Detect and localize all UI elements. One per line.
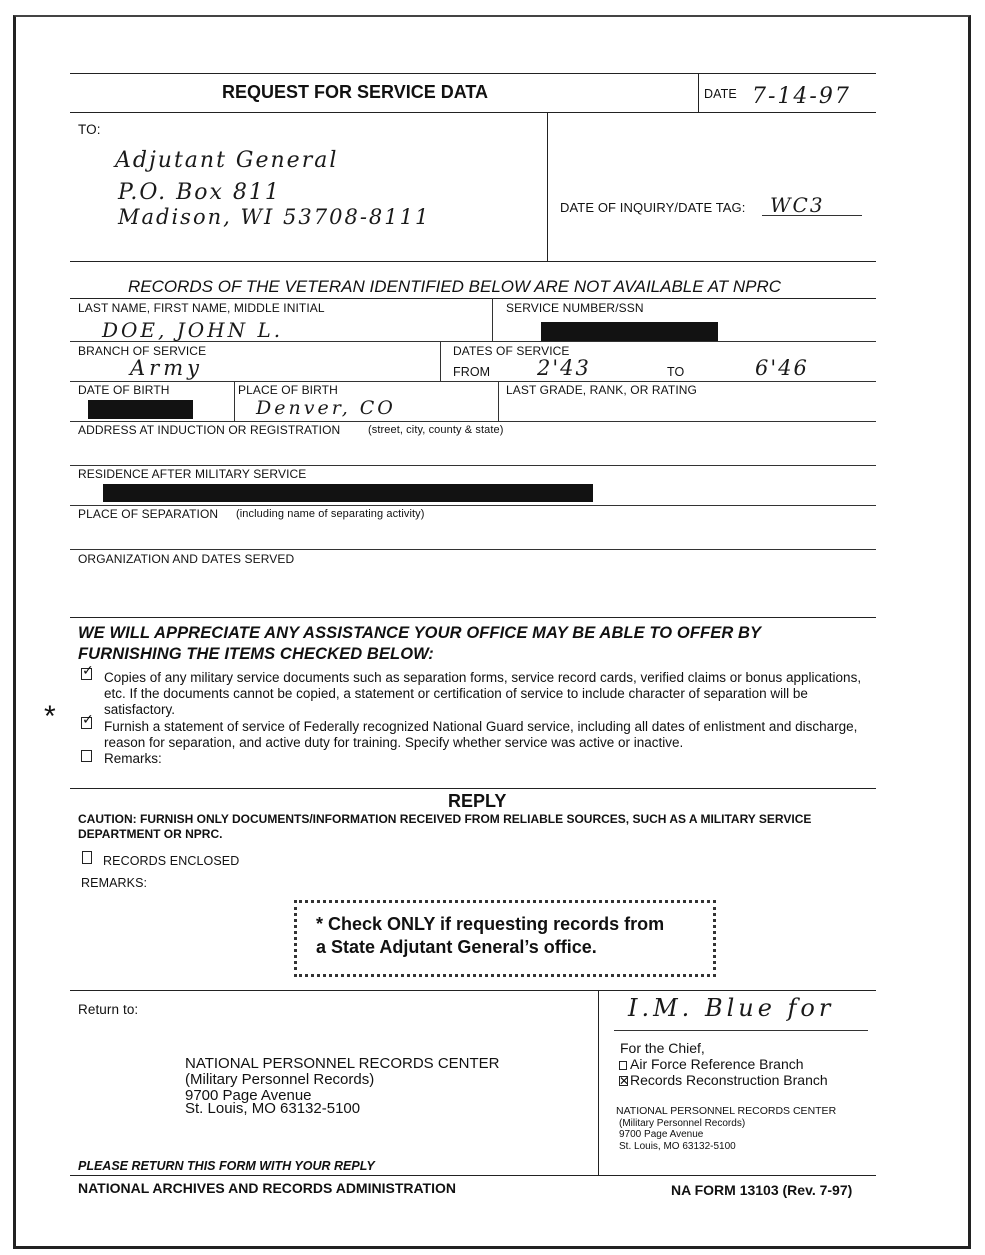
return-address-line-2: (Military Personnel Records) <box>185 1071 375 1088</box>
reply-title: REPLY <box>448 791 507 811</box>
item-2-checkbox[interactable] <box>81 712 94 729</box>
date-label: DATE <box>704 87 737 101</box>
signature-line <box>614 1030 868 1031</box>
separation-label: PLACE OF SEPARATION <box>78 507 219 521</box>
address-hint: (street, city, county & state) <box>368 424 504 436</box>
check-mark-icon: ✓ <box>82 712 94 728</box>
item-2-text: Furnish a statement of service of Federally recognized National Guard service, including all dates of enlistment and discharge, reason for separation, and active duty for training. Specify whether service was active or inactive. <box>104 719 858 750</box>
records-heading: RECORDS OF THE VETERAN IDENTIFIED BELOW ARE NOT AVAILABLE AT NPRC <box>128 277 782 296</box>
address-label: ADDRESS AT INDUCTION OR REGISTRATION <box>78 423 341 437</box>
reply-rule <box>70 990 876 991</box>
remarks-label: REMARKS: <box>81 876 148 890</box>
check-mark-icon: ✓ <box>82 663 94 679</box>
dob-redaction <box>88 400 193 419</box>
date-value[interactable]: 7-14-97 <box>752 84 851 109</box>
name-rule <box>70 341 876 342</box>
agency-name: NATIONAL ARCHIVES AND RECORDS ADMINISTRATION <box>78 1180 456 1196</box>
organization-label: ORGANIZATION AND DATES SERVED <box>78 552 295 566</box>
to-address-line-3[interactable]: Madison, WI 53708-8111 <box>118 205 431 229</box>
pob-value[interactable]: Denver, CO <box>256 397 396 419</box>
assistance-rule <box>70 788 876 789</box>
top-rule <box>70 73 876 74</box>
small-address-line-4: St. Louis, MO 63132-5100 <box>619 1141 736 1152</box>
organization-rule <box>70 617 876 618</box>
air-force-branch-label: Air Force Reference Branch <box>630 1056 804 1072</box>
for-chief-label: For the Chief, <box>620 1040 705 1056</box>
branch-label: BRANCH OF SERVICE <box>78 344 207 358</box>
grade-label: LAST GRADE, RANK, OR RATING <box>506 383 697 397</box>
form-title: REQUEST FOR SERVICE DATA <box>222 82 489 102</box>
name-value[interactable]: DOE, JOHN L. <box>102 318 284 342</box>
return-to-label: Return to: <box>78 1002 139 1017</box>
name-label: LAST NAME, FIRST NAME, MIDDLE INITIAL <box>78 301 325 315</box>
ssn-redaction <box>541 322 718 341</box>
item-3-text: Remarks: <box>104 751 162 766</box>
state-note-line-1: * Check ONLY if requesting records from <box>316 914 665 934</box>
ssn-divider <box>492 298 493 341</box>
reconstruction-branch-label: Records Reconstruction Branch <box>630 1072 828 1088</box>
separation-rule <box>70 549 876 550</box>
dob-label: DATE OF BIRTH <box>78 383 170 397</box>
asterisk-mark: * <box>44 700 56 733</box>
small-address-line-2: (Military Personnel Records) <box>619 1118 746 1129</box>
residence-rule <box>70 505 876 506</box>
service-number-label: SERVICE NUMBER/SSN <box>506 301 644 315</box>
reconstruction-branch-checkbox[interactable] <box>619 1076 628 1086</box>
address-rule <box>70 465 876 466</box>
signature[interactable]: I.M. Blue for <box>628 994 835 1022</box>
branch-value[interactable]: Army <box>130 356 203 380</box>
residence-redaction <box>103 484 593 502</box>
please-return-note: PLEASE RETURN THIS FORM WITH YOUR REPLY <box>78 1159 375 1173</box>
to-value[interactable]: 6'46 <box>755 356 809 380</box>
header-rule <box>70 112 876 113</box>
inquiry-value[interactable]: WC3 <box>770 193 825 217</box>
return-address-line-4: St. Louis, MO 63132-5100 <box>185 1100 361 1117</box>
assistance-heading-1: WE WILL APPRECIATE ANY ASSISTANCE YOUR OFFICE MAY BE ABLE TO OFFER BY <box>78 624 762 642</box>
records-enclosed-label: RECORDS ENCLOSED <box>103 854 240 868</box>
date-divider <box>698 73 699 113</box>
to-date-label: TO <box>667 365 685 379</box>
from-label: FROM <box>453 365 491 379</box>
return-address-line-3: 9700 Page Avenue <box>185 1087 312 1104</box>
to-label: TO: <box>78 122 101 137</box>
item-1-text: Copies of any military service documents such as separation forms, service record cards, verified claims or bonus applications, etc. If the documents cannot be copied, a statement or certification of service to include character of separation will be satisfactory. <box>104 670 862 717</box>
records-enclosed-checkbox[interactable] <box>82 851 92 864</box>
to-address-line-2[interactable]: P.O. Box 811 <box>118 180 281 205</box>
form-number: NA FORM 13103 (Rev. 7-97) <box>671 1182 853 1198</box>
separation-hint: (including name of separating activity) <box>236 508 425 520</box>
records-rule <box>70 298 876 299</box>
to-address-line-1[interactable]: Adjutant General <box>115 148 339 173</box>
from-value[interactable]: 2'43 <box>537 356 591 380</box>
air-force-branch-checkbox[interactable] <box>619 1061 627 1070</box>
residence-label: RESIDENCE AFTER MILITARY SERVICE <box>78 467 307 481</box>
x-mark-icon: ✕ <box>619 1074 630 1088</box>
pob-divider <box>234 381 235 421</box>
item-1-checkbox[interactable] <box>81 663 94 680</box>
item-3-checkbox[interactable] <box>81 750 92 762</box>
return-address-line-1: NATIONAL PERSONNEL RECORDS CENTER <box>185 1055 500 1072</box>
dates-divider <box>440 341 441 381</box>
assistance-heading-2: FURNISHING THE ITEMS CHECKED BELOW: <box>78 645 434 663</box>
small-address-line-1: NATIONAL PERSONNEL RECORDS CENTER <box>616 1105 837 1117</box>
footer-rule <box>70 1175 876 1176</box>
reply-caution: CAUTION: FURNISH ONLY DOCUMENTS/INFORMATION RECEIVED FROM RELIABLE SOURCES, SUCH AS A MILITARY SERVICE DEPARTMENT OR NPRC. <box>78 812 812 841</box>
to-rule <box>70 261 876 262</box>
dates-label: DATES OF SERVICE <box>453 344 570 358</box>
to-divider <box>547 112 548 262</box>
state-note-line-2: a State Adjutant General’s office. <box>316 937 597 957</box>
pob-label: PLACE OF BIRTH <box>238 383 338 397</box>
dob-rule <box>70 421 876 422</box>
signature-divider <box>598 990 599 1175</box>
inquiry-label: DATE OF INQUIRY/DATE TAG: <box>560 200 746 215</box>
small-address-line-3: 9700 Page Avenue <box>619 1129 704 1140</box>
branch-rule <box>70 381 876 382</box>
grade-divider <box>498 381 499 421</box>
